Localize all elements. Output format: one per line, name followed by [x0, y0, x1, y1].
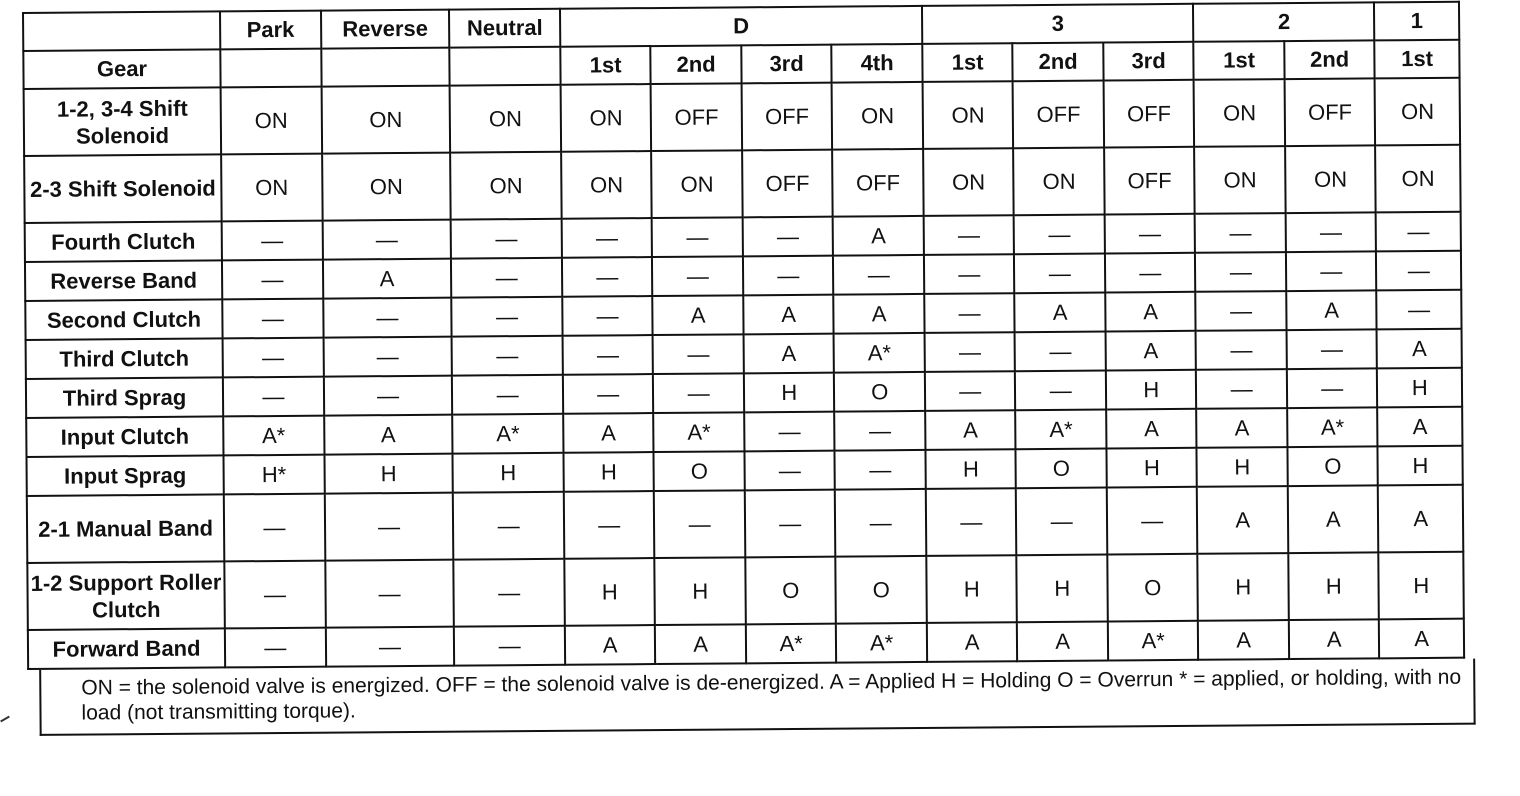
table-cell: —: [1377, 290, 1462, 330]
table-cell: —: [743, 256, 834, 296]
document-page: [22, 1, 1480, 736]
table-cell: —: [926, 488, 1017, 556]
table-body: [24, 78, 1465, 669]
table-cell: —: [1195, 252, 1286, 292]
table-cell: —: [652, 217, 743, 257]
table-cell: H: [1198, 553, 1289, 621]
table-cell: ON: [1195, 146, 1286, 214]
table-cell: H: [1106, 370, 1197, 410]
table-cell: A: [324, 415, 453, 455]
table-cell: A: [1288, 485, 1379, 553]
table-cell: A: [1197, 486, 1288, 554]
table-cell: —: [562, 257, 653, 297]
table-cell: A*: [834, 333, 925, 373]
table-cell: —: [1016, 487, 1107, 555]
table-cell: A: [1379, 619, 1464, 659]
subgear-header: [321, 48, 450, 87]
table-cell: A: [1198, 620, 1289, 660]
table-cell: —: [1287, 329, 1378, 369]
range-header: Neutral: [449, 9, 560, 48]
table-cell: —: [563, 335, 654, 375]
table-cell: OFF: [1104, 147, 1195, 215]
legend-footnote: ON = the solenoid valve is energized. OFF = the solenoid valve is de-energized. A = Applied H = Holding O = Overrun * = applied, or holding, with no load (not transmitting torque).: [39, 659, 1475, 736]
table-cell: H: [744, 373, 835, 413]
subgear-header: [220, 49, 321, 88]
table-cell: H: [324, 454, 453, 494]
table-cell: A: [1015, 293, 1106, 333]
table-cell: O: [1287, 446, 1378, 486]
table-cell: ON: [450, 85, 561, 153]
table-cell: H: [1197, 447, 1288, 487]
table-cell: —: [1014, 254, 1105, 294]
subgear-header: 2nd: [1013, 43, 1104, 82]
table-cell: A*: [1287, 407, 1378, 447]
subgear-header: 4th: [832, 44, 923, 83]
table-cell: ON: [1285, 145, 1376, 213]
table-cell: H*: [224, 455, 325, 495]
table-cell: —: [1015, 370, 1106, 410]
table-row: [27, 552, 1463, 630]
table-cell: OFF: [742, 83, 833, 151]
table-cell: H: [1379, 552, 1464, 620]
subgear-header: 1st: [1375, 40, 1460, 79]
table-cell: —: [223, 377, 324, 417]
table-cell: A*: [746, 624, 837, 664]
table-cell: —: [1286, 251, 1377, 291]
table-cell: —: [324, 493, 453, 561]
table-cell: —: [451, 258, 562, 298]
range-header: Park: [220, 11, 321, 50]
row-label: Forward Band: [28, 628, 225, 669]
scan-mark: [0, 716, 10, 723]
table-cell: A: [1378, 407, 1463, 447]
table-cell: —: [562, 218, 653, 258]
table-cell: A*: [654, 412, 745, 452]
table-cell: H: [453, 453, 564, 493]
row-label: Reverse Band: [25, 260, 222, 301]
table-cell: O: [834, 372, 925, 412]
table-cell: —: [323, 298, 452, 338]
row-label: 1-2, 3-4 Shift Solenoid: [24, 87, 222, 156]
table-cell: —: [1105, 253, 1196, 293]
table-cell: H: [1017, 554, 1108, 622]
table-cell: H: [1378, 446, 1463, 486]
table-cell: A: [1286, 290, 1377, 330]
table-cell: A*: [836, 623, 927, 663]
table-cell: A: [833, 216, 924, 256]
table-cell: H: [926, 555, 1017, 623]
table-cell: ON: [923, 81, 1014, 149]
table-cell: O: [1016, 448, 1107, 488]
table-cell: —: [744, 451, 835, 491]
table-cell: A: [925, 410, 1016, 450]
subgear-header: 1st: [1194, 41, 1285, 80]
table-cell: —: [324, 376, 453, 416]
table-cell: —: [225, 628, 326, 668]
table-cell: A: [565, 625, 656, 665]
table-cell: ON: [1375, 78, 1460, 146]
table-cell: ON: [450, 152, 561, 220]
table-cell: O: [654, 451, 745, 491]
table-cell: —: [835, 411, 926, 451]
table-cell: OFF: [1285, 78, 1376, 146]
table-cell: A: [1106, 331, 1197, 371]
table-cell: A: [927, 622, 1018, 662]
corner-header-cell: [23, 11, 220, 51]
table-cell: ON: [832, 82, 923, 150]
table-cell: —: [1014, 215, 1105, 255]
row-label: 2-3 Shift Solenoid: [24, 154, 222, 223]
table-cell: ON: [221, 154, 322, 222]
table-cell: —: [563, 374, 654, 414]
table-cell: —: [653, 334, 744, 374]
table-cell: —: [925, 371, 1016, 411]
table-cell: O: [836, 556, 927, 624]
table-cell: —: [654, 490, 745, 558]
table-cell: H: [1106, 448, 1197, 488]
subgear-header: [450, 47, 561, 86]
table-cell: —: [924, 293, 1015, 333]
table-cell: A: [655, 624, 746, 664]
table-cell: ON: [652, 150, 743, 218]
range-header: Reverse: [321, 10, 450, 49]
table-row: [27, 485, 1463, 563]
table-cell: —: [924, 215, 1015, 255]
table-cell: —: [1015, 332, 1106, 372]
table-cell: —: [1196, 330, 1287, 370]
table-cell: —: [745, 490, 836, 558]
table-cell: A: [1105, 292, 1196, 332]
table-cell: —: [454, 626, 565, 666]
table-cell: H: [564, 558, 655, 626]
table-cell: OFF: [742, 150, 833, 218]
table-cell: —: [925, 332, 1016, 372]
table-cell: —: [223, 338, 324, 378]
table-cell: —: [835, 489, 926, 557]
table-cell: —: [1287, 368, 1378, 408]
table-cell: A: [1377, 329, 1462, 369]
table-cell: —: [325, 627, 454, 667]
row-label: Fourth Clutch: [25, 221, 222, 262]
row-label: 1-2 Support Roller Clutch: [27, 561, 225, 630]
table-cell: OFF: [1013, 81, 1104, 149]
table-cell: A: [563, 413, 654, 453]
subgear-header: 3rd: [741, 45, 832, 84]
table-cell: A: [1197, 408, 1288, 448]
range-header: 2: [1193, 2, 1374, 41]
table-cell: —: [222, 260, 323, 300]
table-cell: —: [325, 560, 454, 628]
table-cell: ON: [1376, 145, 1461, 213]
table-cell: ON: [1194, 79, 1285, 147]
table-cell: —: [452, 336, 563, 376]
table-cell: ON: [221, 87, 322, 155]
table-cell: —: [451, 219, 562, 259]
table-cell: ON: [1014, 148, 1105, 216]
table-cell: —: [743, 217, 834, 257]
table-cell: —: [1195, 213, 1286, 253]
table-cell: —: [924, 254, 1015, 294]
subgear-header: 3rd: [1103, 42, 1194, 81]
subgear-header: 1st: [922, 43, 1013, 82]
table-cell: —: [454, 559, 565, 627]
table-cell: ON: [561, 84, 652, 152]
table-cell: —: [322, 220, 451, 260]
range-header: D: [560, 6, 922, 47]
table-cell: H: [655, 557, 746, 625]
table-cell: OFF: [1104, 80, 1195, 148]
table-cell: ON: [561, 151, 652, 219]
table-cell: —: [323, 337, 452, 377]
table-cell: OFF: [833, 149, 924, 217]
table-cell: —: [652, 256, 743, 296]
table-cell: OFF: [651, 83, 742, 151]
table-cell: —: [835, 450, 926, 490]
table-cell: —: [1107, 487, 1198, 555]
table-cell: H: [1377, 368, 1462, 408]
table-cell: A: [323, 259, 452, 299]
subgear-header: 1st: [560, 46, 651, 85]
table-cell: A*: [223, 416, 324, 456]
table-cell: —: [224, 494, 325, 562]
row-label: Second Clutch: [25, 299, 222, 340]
table-cell: A: [1017, 621, 1108, 661]
table-cell: —: [224, 561, 325, 629]
table-cell: H: [563, 452, 654, 492]
gear-header-label: Gear: [23, 49, 220, 89]
table-cell: A*: [1016, 409, 1107, 449]
table-row: [24, 78, 1460, 156]
table-cell: A: [743, 295, 834, 335]
table-cell: —: [222, 299, 323, 339]
shift-table: [22, 1, 1465, 670]
table-cell: —: [1286, 212, 1377, 252]
row-label: Input Clutch: [26, 416, 223, 457]
table-cell: —: [1196, 291, 1287, 331]
table-cell: A*: [1108, 621, 1199, 661]
table-cell: A: [1106, 409, 1197, 449]
table-cell: ON: [322, 153, 451, 221]
table-cell: A*: [453, 414, 564, 454]
table-cell: —: [222, 221, 323, 261]
table-cell: —: [1376, 251, 1461, 291]
row-label: Third Sprag: [26, 377, 223, 418]
table-cell: H: [925, 449, 1016, 489]
row-label: Third Clutch: [26, 338, 223, 379]
table-cell: —: [744, 412, 835, 452]
table-cell: A: [653, 295, 744, 335]
table-cell: A: [834, 294, 925, 334]
range-header: 1: [1374, 2, 1459, 41]
table-cell: O: [1107, 554, 1198, 622]
table-row: [24, 145, 1460, 223]
table-cell: —: [1196, 369, 1287, 409]
row-label: 2-1 Manual Band: [27, 494, 225, 563]
table-cell: —: [452, 375, 563, 415]
table-cell: A: [744, 334, 835, 374]
table-cell: O: [745, 557, 836, 625]
table-cell: A: [1289, 619, 1380, 659]
table-cell: —: [653, 373, 744, 413]
table-cell: —: [564, 491, 655, 559]
table-cell: ON: [321, 86, 450, 154]
table-cell: —: [1376, 212, 1461, 252]
table-cell: ON: [923, 148, 1014, 216]
table-cell: —: [453, 492, 564, 560]
table-cell: A: [1378, 485, 1463, 553]
range-header: 3: [922, 4, 1194, 44]
table-cell: —: [452, 297, 563, 337]
table-cell: —: [562, 296, 653, 336]
row-label: Input Sprag: [26, 455, 223, 496]
table-cell: —: [1105, 214, 1196, 254]
subgear-header: 2nd: [1284, 40, 1375, 79]
table-cell: H: [1288, 552, 1379, 620]
table-cell: —: [833, 255, 924, 295]
subgear-header: 2nd: [651, 45, 742, 84]
